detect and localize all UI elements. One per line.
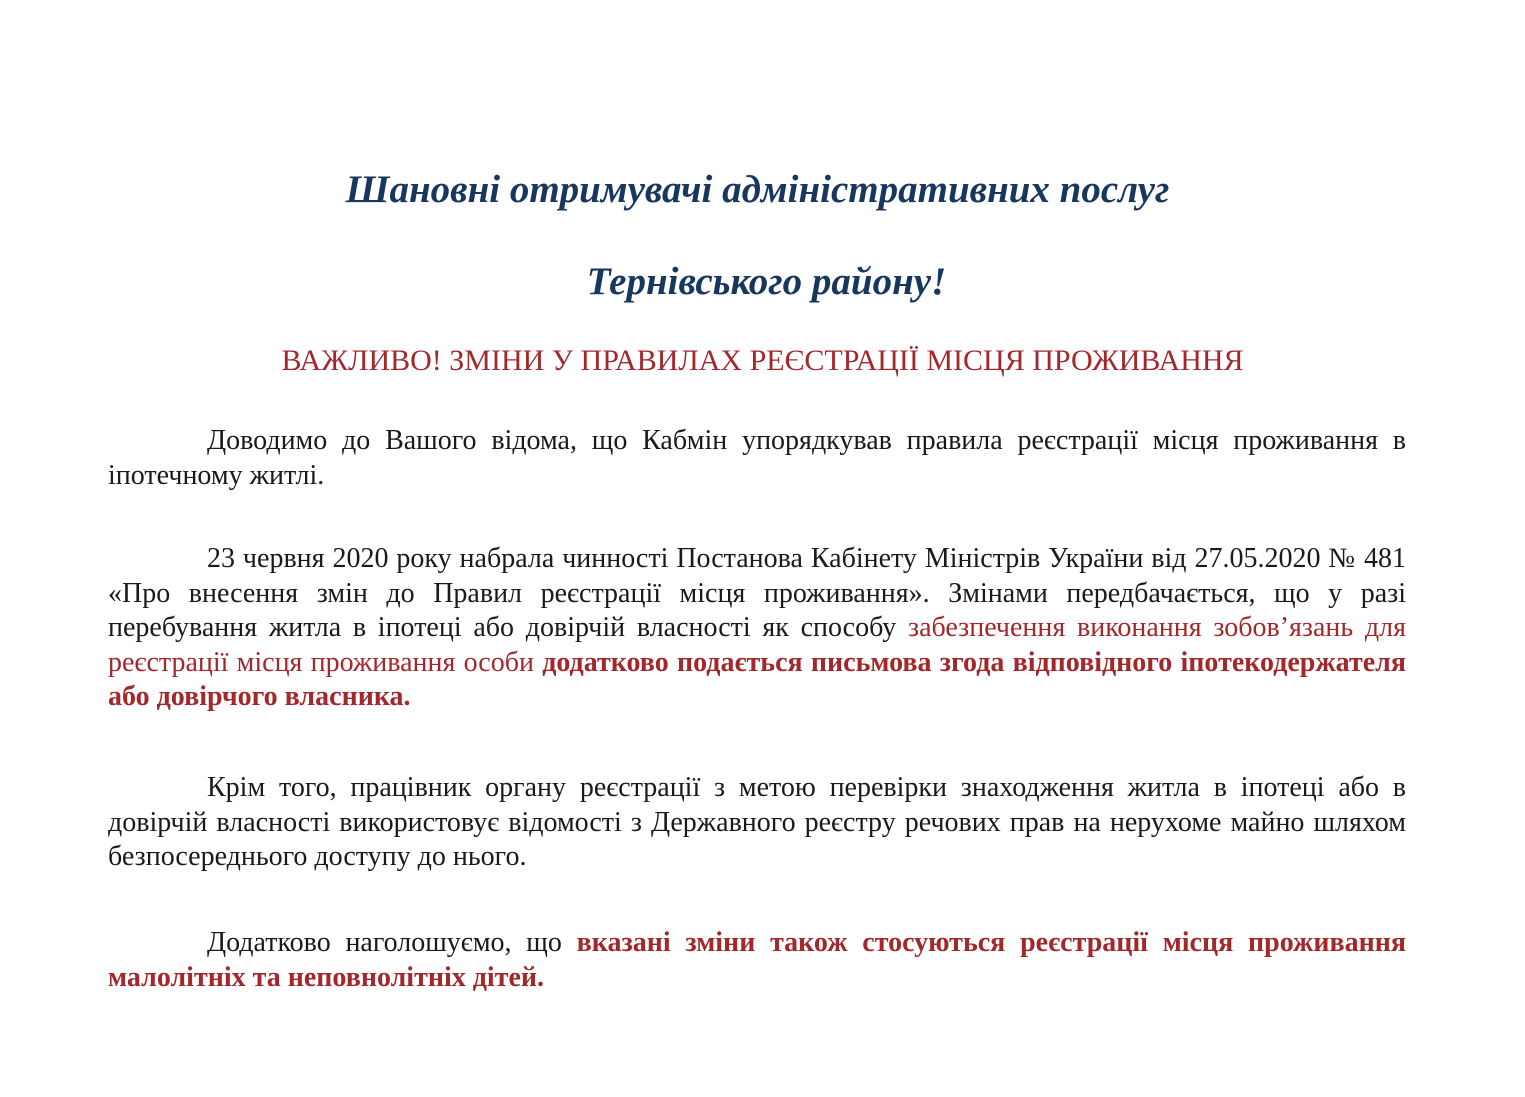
paragraph-children-emphasis: вказані зміни також стосуються реєстрації місця проживання малолітніх та неповнолітніх дітей. [108,927,1406,993]
paragraph-resolution-highlight: забезпечення виконання зобов’язань для реєстрації місця проживання особи [108,612,1406,678]
paragraph-resolution-text: 23 червня 2020 року набрала чинності Постанова Кабінету Міністрів України від 27.05.2020 № 481 «Про внесення змін до Правил реєстрації місця проживання». Змінами передбачається, що у разі перебування житла в іпотеці або довірчій власності як способу [108,543,1406,643]
greeting-line-2: Тернівського району! [586,260,947,303]
paragraph-resolution-emphasis: додатково подається письмова згода відповідного іпотекодержателя або довірчого власника. [108,646,1406,712]
paragraph-resolution [108,542,1406,715]
paragraph-children-text: Додатково наголошуємо, що [207,927,577,958]
paragraph-children [108,926,1406,995]
paragraph-intro: Доводимо до Вашого відома, що Кабмін упорядкував правила реєстрації місця проживання в іпотечному житлі. [108,425,1406,491]
important-heading: ВАЖЛИВО! ЗМІНИ У ПРАВИЛАХ РЕЄСТРАЦІЇ МІСЦЯ ПРОЖИВАННЯ [281,344,1244,377]
greeting-line-1: Шановні отримувачі адміністративних послуг [345,168,1170,211]
paragraph-registry: Крім того, працівник органу реєстрації з метою перевірки знаходження житла в іпотеці або в довірчій власності використовує відомості з Державного реєстру речових прав на нерухоме майно шляхом безпосереднього доступу до нього. [108,772,1406,872]
